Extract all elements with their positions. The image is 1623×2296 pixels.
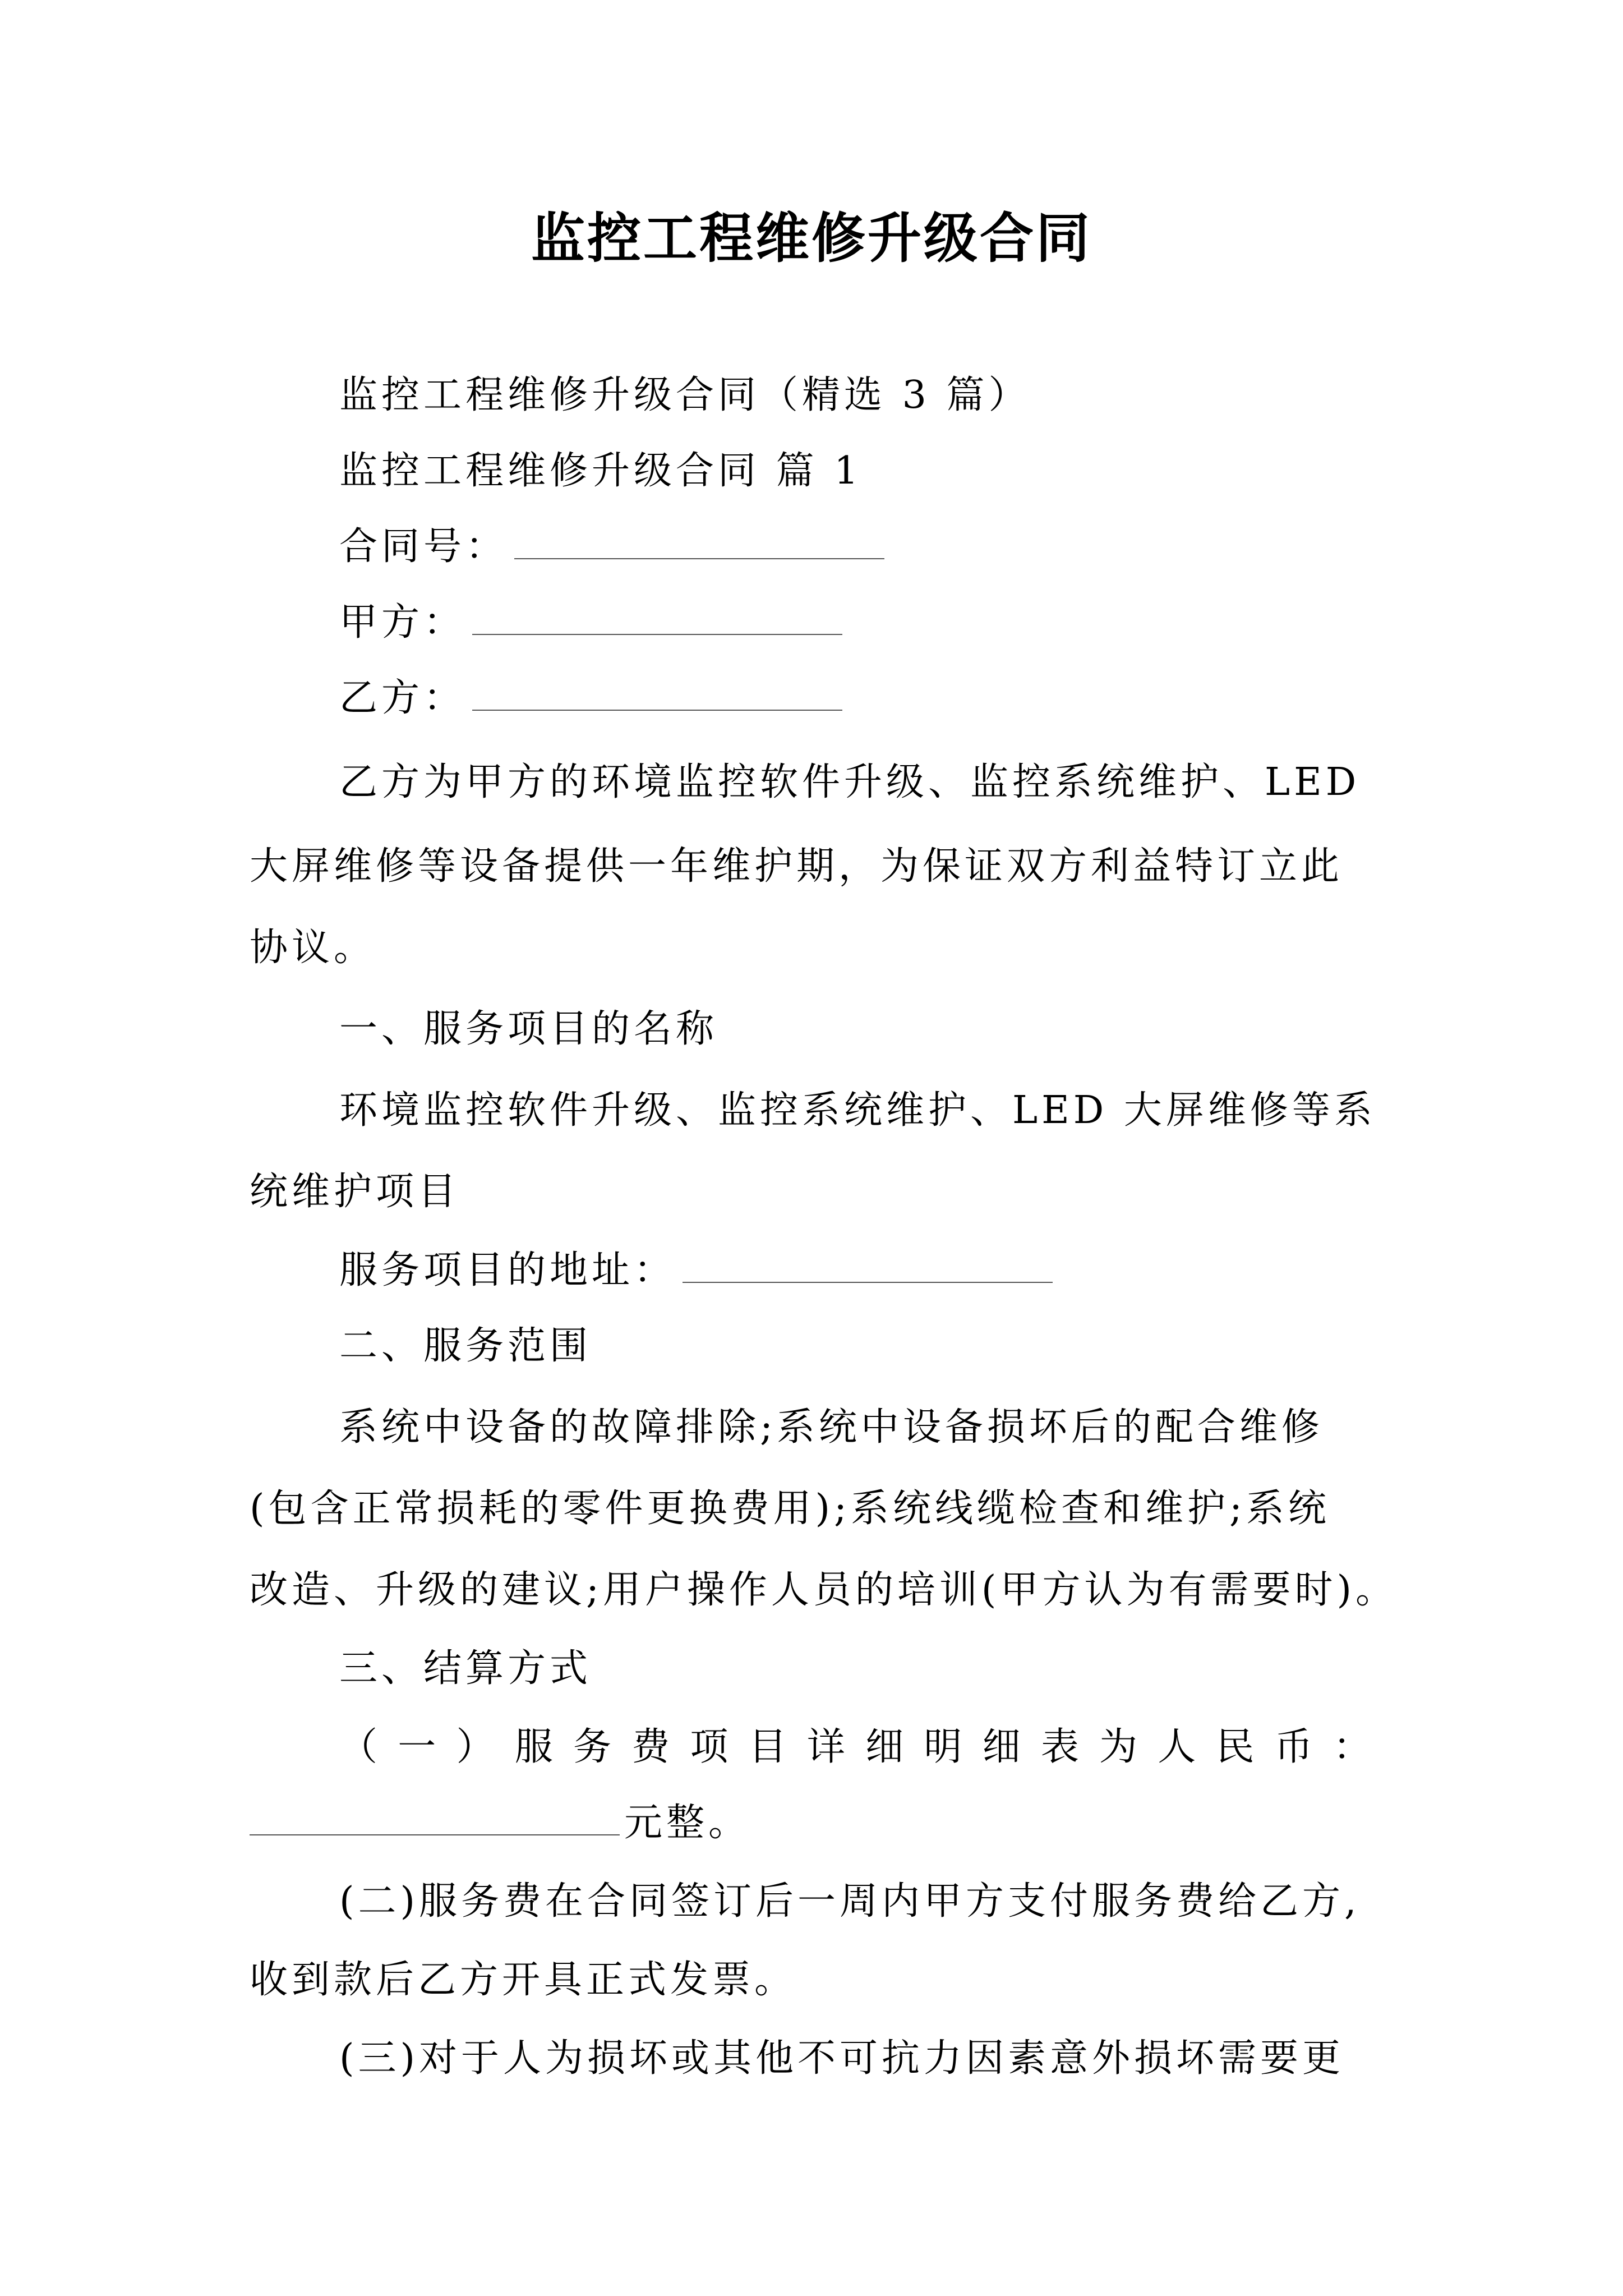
intro-line-2: 大屏维修等设备提供一年维护期，为保证双方利益特订立此 xyxy=(250,844,1344,889)
party-b-blank xyxy=(472,676,842,711)
section2-body-2: (包含正常损耗的零件更换费用);系统线缆检查和维护;系统 xyxy=(250,1487,1330,1531)
section3-item3-line-1: (三)对于人为损坏或其他不可抗力因素意外损坏需要更 xyxy=(339,2036,1345,2081)
section1-body-2: 统维护项目 xyxy=(250,1170,460,1214)
spread-char: 表 xyxy=(1040,1725,1079,1769)
spread-char: 细 xyxy=(982,1725,1021,1769)
contract-no-blank xyxy=(514,524,884,559)
section3-item1-amount xyxy=(250,1795,750,1851)
spread-char: 人 xyxy=(1158,1725,1196,1769)
spread-char: （ xyxy=(339,1725,378,1769)
spread-char: ） xyxy=(456,1725,495,1769)
service-address-field xyxy=(339,1243,1053,1299)
service-address-blank xyxy=(683,1248,1053,1283)
spread-char: 务 xyxy=(573,1725,611,1769)
part-heading: 监控工程维修升级合同 篇 1 xyxy=(339,449,863,493)
section3-item1-spread xyxy=(339,1719,1371,1775)
spread-char: 为 xyxy=(1099,1725,1138,1769)
spread-char: 细 xyxy=(865,1725,904,1769)
section3-heading: 三、结算方式 xyxy=(339,1646,592,1691)
spread-char: 民 xyxy=(1216,1725,1255,1769)
service-address-label: 服务项目的地址： xyxy=(339,1248,676,1292)
party-b-field xyxy=(339,670,842,726)
document-title: 监控工程维修升级合同 xyxy=(531,207,1092,270)
spread-char: 一 xyxy=(398,1725,436,1769)
amount-blank xyxy=(250,1801,620,1835)
spread-char: 币 xyxy=(1274,1725,1313,1769)
spread-char: 项 xyxy=(690,1725,728,1769)
section3-item2-line-1: (二)服务费在合同签订后一周内甲方支付服务费给乙方, xyxy=(339,1879,1361,1924)
spread-char: 服 xyxy=(514,1725,553,1769)
document-subtitle: 监控工程维修升级合同（精选 3 篇） xyxy=(339,373,1031,417)
contract-no-field xyxy=(339,519,884,575)
section1-heading: 一、服务项目的名称 xyxy=(339,1007,718,1051)
intro-line-1: 乙方为甲方的环境监控软件升级、监控系统维护、LED xyxy=(339,760,1361,804)
party-a-field xyxy=(339,595,842,651)
section2-body-3: 改造、升级的建议;用户操作人员的培训(甲方认为有需要时)。 xyxy=(250,1568,1398,1612)
section1-body-1: 环境监控软件升级、监控系统维护、LED 大屏维修等系 xyxy=(339,1088,1376,1133)
spread-char: 详 xyxy=(806,1725,845,1769)
section3-item1-tail: 元整。 xyxy=(624,1801,751,1845)
section2-heading: 二、服务范围 xyxy=(339,1324,592,1368)
party-a-label: 甲方： xyxy=(339,600,466,645)
section2-body-1: 系统中设备的故障排除;系统中设备损坏后的配合维修 xyxy=(339,1405,1324,1450)
spread-char: 明 xyxy=(924,1725,962,1769)
party-b-label: 乙方： xyxy=(339,676,466,720)
party-a-blank xyxy=(472,600,842,635)
spread-char: 费 xyxy=(631,1725,670,1769)
intro-line-3: 协议。 xyxy=(250,926,376,970)
spread-char: ： xyxy=(1332,1725,1371,1769)
spread-char: 目 xyxy=(748,1725,787,1769)
contract-no-label: 合同号： xyxy=(339,524,508,569)
section3-item2-line-2: 收到款后乙方开具正式发票。 xyxy=(250,1958,797,2002)
